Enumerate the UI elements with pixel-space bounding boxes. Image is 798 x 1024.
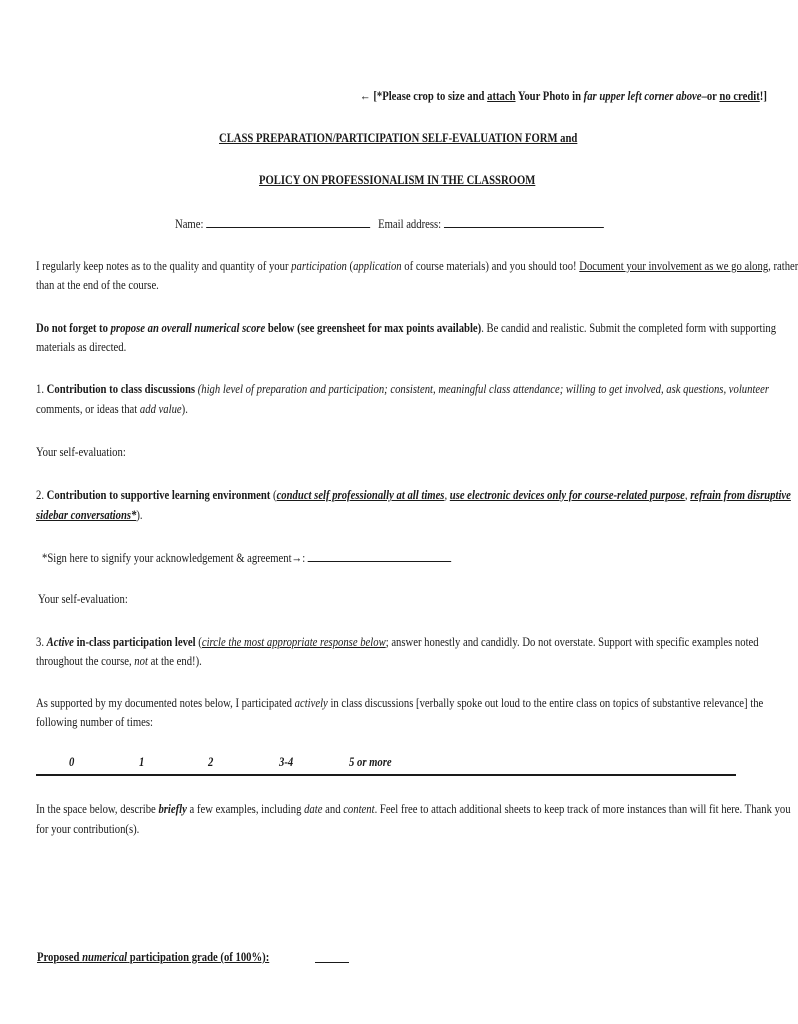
signature-row — [42, 549, 451, 566]
item-3-line2: throughout the course, not at the end!). — [36, 653, 202, 668]
scale-option-2[interactable]: 2 — [208, 754, 214, 769]
email-label: Email address: — [378, 216, 444, 231]
item-3-heading: 3. Active in-class participation level (circle the most appropriate response below; answer honestly and candidly. Do not overstate. Support with specific examples noted — [36, 634, 759, 649]
instructions-paragraph: Do not forget to propose an overall numerical score below (see greensheet for max points available). Be candid and realistic. Submit the completed form with supporting — [36, 320, 777, 335]
examples-area[interactable] — [36, 845, 736, 935]
notes-paragraph-line2: than at the end of the course. — [36, 277, 159, 292]
scale-option-0[interactable]: 0 — [69, 754, 75, 769]
name-field[interactable] — [206, 215, 370, 228]
name-label: Name: — [175, 216, 207, 231]
self-evaluation-label-2: Your self-evaluation: — [38, 591, 128, 606]
examples-paragraph-line2: for your contribution(s). — [36, 821, 140, 836]
self-evaluation-label-1: Your self-evaluation: — [36, 444, 126, 459]
signature-field[interactable] — [308, 549, 452, 562]
form-subtitle: POLICY ON PROFESSIONALISM IN THE CLASSROOM — [259, 172, 536, 187]
proposed-grade-label: Proposed numerical participation grade (of 100%): — [37, 949, 270, 964]
scale-option-1[interactable]: 1 — [139, 754, 145, 769]
item-1-heading: 1. Contribution to class discussions (high level of preparation and participation; consistent, meaningful class attendance; willing to get involved, ask questions, volunteer — [36, 381, 770, 396]
instructions-paragraph-line2: materials as directed. — [36, 339, 127, 354]
item-1-line2: comments, or ideas that add value). — [36, 401, 188, 416]
participation-paragraph-line2: following number of times: — [36, 714, 153, 729]
photo-note: ← [*Please crop to size and attach Your Photo in far upper left corner above–or no credit!] — [360, 88, 767, 103]
email-field[interactable] — [444, 215, 604, 228]
item-2-line2: sidebar conversations*). — [36, 507, 143, 522]
participation-paragraph: As supported by my documented notes below, I participated actively in class discussions [verbally spoke out loud to the entire class on topics of substantive relevance] the — [36, 695, 764, 710]
proposed-grade-field[interactable] — [315, 950, 349, 963]
form-title: CLASS PREPARATION/PARTICIPATION SELF-EVALUATION FORM and — [219, 130, 578, 145]
name-email-row — [175, 215, 604, 232]
notes-paragraph: I regularly keep notes as to the quality and quantity of your participation (application of course materials) and you should too! Document your involvement as we go along, rather — [36, 258, 798, 273]
participation-scale — [36, 754, 736, 776]
item-2-heading: 2. Contribution to supportive learning environment (conduct self professionally at all times, use electronic devices only for course-related purpose, refrain from disruptive — [36, 487, 791, 502]
left-arrow-icon: ← — [360, 88, 371, 103]
signature-label: *Sign here to signify your acknowledgement & agreement→: — [42, 550, 308, 565]
scale-option-5-or-more[interactable]: 5 or more — [349, 754, 392, 769]
examples-paragraph: In the space below, describe briefly a few examples, including date and content. Feel free to attach additional sheets to keep track of more instances than will fit here. Thank you — [36, 801, 791, 816]
scale-option-3-4[interactable]: 3-4 — [279, 754, 294, 769]
